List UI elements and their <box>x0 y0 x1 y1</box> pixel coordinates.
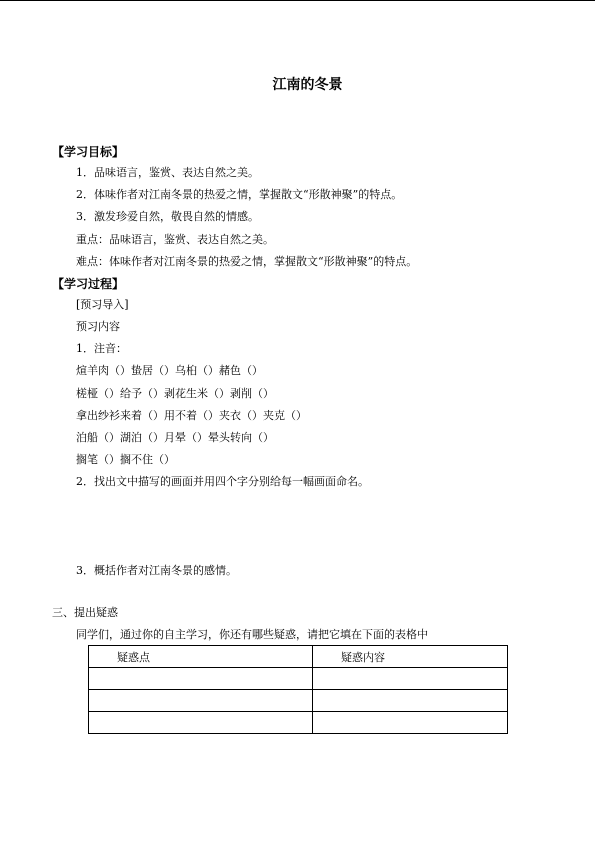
preview-intro: [预习导入] <box>76 298 129 311</box>
pinyin-line-3: 拿出纱衫来着（）用不着（）夹衣（）夹克（） <box>76 409 307 422</box>
page-top-rule <box>0 0 595 1</box>
pinyin-line-2: 槎桠（）给予（）剥花生米（）剥削（） <box>76 387 274 400</box>
table-row <box>89 712 508 734</box>
goal-item-3: 3．激发珍爱自然，敬畏自然的情感。 <box>76 210 259 223</box>
document-title: 江南的冬景 <box>272 77 343 93</box>
question-3: 3．概括作者对江南冬景的感情。 <box>76 564 237 577</box>
table-row <box>89 690 508 712</box>
table-cell[interactable] <box>89 690 313 712</box>
goal-item-2: 2．体味作者对江南冬景的热爱之情，掌握散文“形散神聚”的特点。 <box>76 188 403 201</box>
goal-item-1: 1．品味语言，鉴赏、表达自然之美。 <box>76 166 259 179</box>
table-cell[interactable] <box>89 712 313 734</box>
table-header-cell: 疑惑内容 <box>313 646 508 668</box>
doubts-heading: 三、提出疑惑 <box>52 606 118 619</box>
learning-process-heading: 【学习过程】 <box>52 277 125 291</box>
question-1: 1．注音： <box>76 342 127 355</box>
pinyin-line-1: 煊羊肉（）蛰居（）乌桕（）赭色（） <box>76 364 263 377</box>
doubts-table <box>88 645 508 734</box>
table-cell[interactable] <box>313 712 508 734</box>
table-row <box>89 668 508 690</box>
difficult-point: 难点：体味作者对江南冬景的热爱之情，掌握散文“形散神聚”的特点。 <box>76 255 418 268</box>
table-header-row <box>89 646 508 668</box>
key-point: 重点：品味语言，鉴赏、表达自然之美。 <box>76 233 274 246</box>
learning-goals-heading: 【学习目标】 <box>52 145 125 159</box>
table-header-cell: 疑惑点 <box>89 646 313 668</box>
table-cell[interactable] <box>89 668 313 690</box>
pinyin-line-4: 泊船（）湖泊（）月晕（）晕头转向（） <box>76 431 274 444</box>
preview-content: 预习内容 <box>76 320 120 333</box>
question-2: 2．找出文中描写的画面并用四个字分别给每一幅画面命名。 <box>76 475 369 488</box>
pinyin-line-5: 搁笔（）搁不住（） <box>76 453 175 466</box>
table-cell[interactable] <box>313 690 508 712</box>
table-cell[interactable] <box>313 668 508 690</box>
doubts-intro: 同学们，通过你的自主学习，你还有哪些疑惑，请把它填在下面的表格中 <box>76 628 428 641</box>
